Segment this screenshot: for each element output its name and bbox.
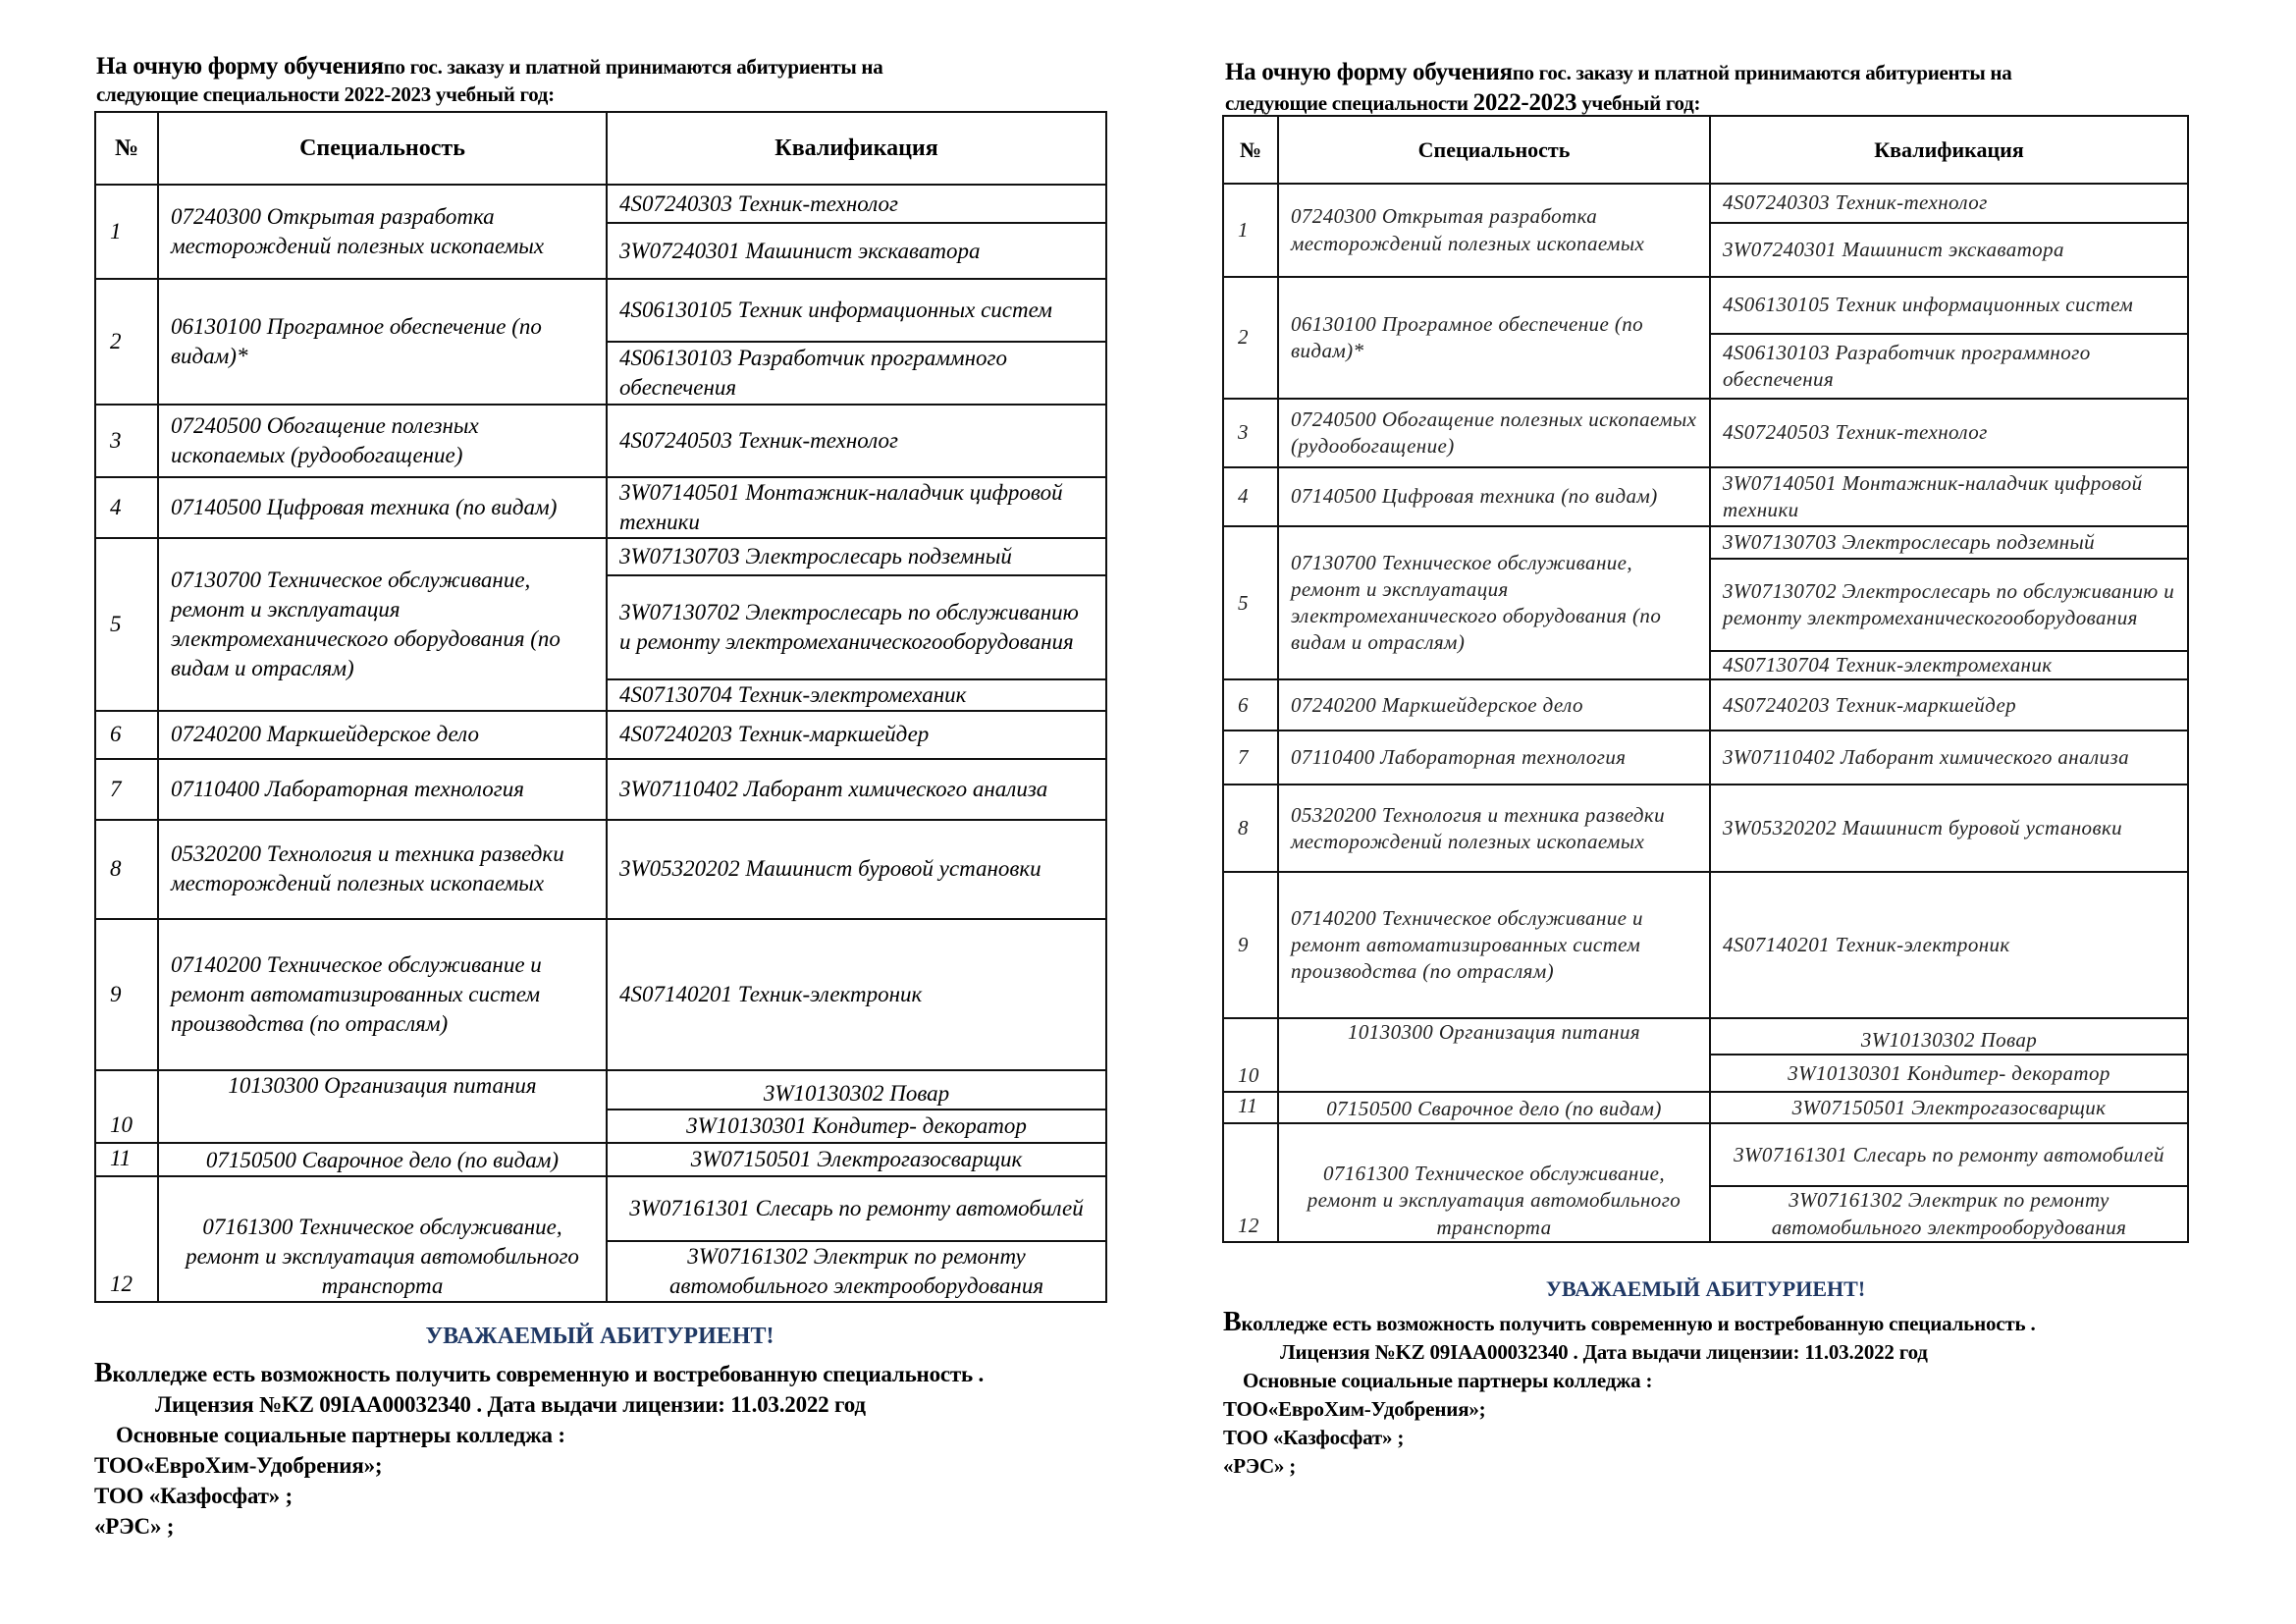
qualification-cell: 3W07130702 Электрослесарь по обслуживанию и ремонту электромеханическогооборудования (607, 575, 1106, 679)
specialty-cell: 07150500 Сварочное дело (по видам) (158, 1143, 607, 1176)
intro-year: 2022-2023 (1472, 89, 1577, 117)
specialty-cell: 07150500 Сварочное дело (по видам) (1278, 1092, 1710, 1123)
row-number: 5 (1223, 526, 1278, 679)
footer-opportunity-text: колледже есть возможность получить современную и востребованную специальность . (1241, 1312, 2036, 1335)
table-row (1223, 277, 2188, 334)
table-row (1223, 467, 2188, 526)
row-number: 1 (95, 185, 158, 279)
qualification-cell: 4S07140201 Техник-электроник (1710, 872, 2188, 1018)
row-number: 3 (1223, 399, 1278, 467)
footer-partner: «РЭС» ; (1223, 1454, 1297, 1478)
intro-heading (96, 51, 882, 108)
specialty-cell: 10130300 Организация питания (1278, 1018, 1710, 1092)
specialty-cell: 05320200 Технология и техника разведки месторождений полезных ископаемых (158, 820, 607, 919)
specialty-cell: 07161300 Техническое обслуживание, ремонт и эксплуатация автомобильного транспорта (158, 1176, 607, 1302)
qualification-cell: 4S06130105 Техник информационных систем (1710, 277, 2188, 334)
qualification-cell: 3W05320202 Машинист буровой установки (607, 820, 1106, 919)
footer-partner: ТОО«ЕвроХим-Удобрения»; (94, 1453, 383, 1478)
row-number: 12 (1223, 1123, 1278, 1242)
specialty-cell: 07140200 Техническое обслуживание и ремонт автоматизированных систем производства (по отраслям) (158, 919, 607, 1070)
specialties-table (94, 111, 1107, 1303)
column-header-specialty: Специальность (158, 112, 607, 185)
specialty-cell: 07161300 Техническое обслуживание, ремонт и эксплуатация автомобильного транспорта (1278, 1123, 1710, 1242)
table-row (95, 1176, 1106, 1241)
table-row (1223, 785, 2188, 872)
qualification-cell: 4S07240503 Техник-технолог (1710, 399, 2188, 467)
footer (94, 1324, 1105, 1542)
footer-partners-label: Основные социальные партнеры колледжа : (1243, 1369, 1653, 1392)
qualification-cell: 4S07240303 Техник-технолог (607, 185, 1106, 223)
table-row (1223, 1123, 2188, 1186)
footer-partner: ТОО «Казфосфат» ; (94, 1484, 293, 1508)
specialty-cell: 07110400 Лабораторная технология (158, 759, 607, 820)
footer (1223, 1276, 2188, 1481)
table-row (1223, 679, 2188, 731)
row-number: 8 (1223, 785, 1278, 872)
footer-license: Лицензия №KZ 09IAA00032340 . Дата выдачи лицензии: 11.03.2022 год (1280, 1340, 1928, 1364)
qualification-cell: 4S06130105 Техник информационных систем (607, 279, 1106, 342)
row-number: 4 (95, 477, 158, 538)
intro-line2-end: учебный год: (430, 82, 555, 107)
row-number: 5 (95, 538, 158, 711)
qualification-cell: 3W10130301 Кондитер- декоратор (607, 1110, 1106, 1143)
qualification-cell: 3W07161301 Слесарь по ремонту автомобилей (1710, 1123, 2188, 1186)
row-number: 10 (1223, 1018, 1278, 1092)
footer-partner: ТОО«ЕвроХим-Удобрения»; (1223, 1397, 1486, 1421)
row-number: 8 (95, 820, 158, 919)
specialty-cell: 05320200 Технология и техника разведки месторождений полезных ископаемых (1278, 785, 1710, 872)
table-row (95, 820, 1106, 919)
table-header-row (95, 112, 1106, 185)
footer-license: Лицензия №KZ 09IAA00032340 . Дата выдачи лицензии: 11.03.2022 год (155, 1392, 866, 1417)
table-header-row (1223, 116, 2188, 184)
qualification-cell: 4S07240503 Техник-технолог (607, 405, 1106, 477)
qualification-cell: 4S07130704 Техник-электромеханик (607, 679, 1106, 711)
specialty-cell: 07140500 Цифровая техника (по видам) (1278, 467, 1710, 526)
intro-line1-small: по гос. заказу и платной принимаются абитуриенты на (383, 55, 883, 79)
footer-line-opportunity (94, 1358, 1105, 1389)
specialty-cell: 07240300 Открытая разработка месторождений полезных ископаемых (1278, 184, 1710, 277)
table-row (1223, 872, 2188, 1018)
column-header-number: № (1223, 116, 1278, 184)
specialty-cell: 07240500 Обогащение полезных ископаемых (рудообогащение) (1278, 399, 1710, 467)
footer-partner: «РЭС» ; (94, 1514, 175, 1539)
row-number: 7 (95, 759, 158, 820)
qualification-cell: 3W07110402 Лаборант химического анализа (1710, 731, 2188, 785)
qualification-cell: 3W10130302 Повар (607, 1070, 1106, 1110)
intro-year: 2022-2023 (344, 82, 431, 107)
column-header-qualification: Квалификация (607, 112, 1106, 185)
specialty-cell: 07240300 Открытая разработка месторождений полезных ископаемых (158, 185, 607, 279)
row-number: 2 (1223, 277, 1278, 399)
row-number: 12 (95, 1176, 158, 1302)
qualification-cell: 4S07240203 Техник-маркшейдер (1710, 679, 2188, 731)
row-number: 11 (1223, 1092, 1278, 1123)
qualification-cell: 4S07240303 Техник-технолог (1710, 184, 2188, 223)
qualification-cell: 4S07240203 Техник-маркшейдер (607, 711, 1106, 759)
table-row (95, 711, 1106, 759)
qualification-cell: 3W07110402 Лаборант химического анализа (607, 759, 1106, 820)
intro-line2-end: учебный год: (1576, 91, 1701, 116)
qualification-cell: 3W07161301 Слесарь по ремонту автомобилей (607, 1176, 1106, 1241)
qualification-cell: 3W07140501 Монтажник-наладчик цифровой техники (607, 477, 1106, 538)
specialties-table (1222, 115, 2189, 1243)
row-number: 11 (95, 1143, 158, 1176)
specialty-cell: 06130100 Програмное обеспечение (по видам)* (158, 279, 607, 405)
table-row (95, 405, 1106, 477)
table-row (95, 759, 1106, 820)
footer-capital-letter: В (94, 1358, 113, 1388)
greeting-title: УВАЖАЕМЫЙ АБИТУРИЕНТ! (425, 1324, 774, 1349)
specialty-cell: 07110400 Лабораторная технология (1278, 731, 1710, 785)
qualification-cell: 4S07140201 Техник-электроник (607, 919, 1106, 1070)
qualification-cell: 3W07130703 Электрослесарь подземный (607, 538, 1106, 575)
specialty-cell: 07130700 Техническое обслуживание, ремонт и эксплуатация электромеханического оборудования (по видам и отраслям) (158, 538, 607, 711)
intro-heading (1225, 57, 2011, 119)
specialty-cell: 07240200 Маркшейдерское дело (158, 711, 607, 759)
row-number: 9 (95, 919, 158, 1070)
intro-line1-small: по гос. заказу и платной принимаются абитуриенты на (1512, 61, 2012, 84)
specialty-cell: 07240500 Обогащение полезных ископаемых (рудообогащение) (158, 405, 607, 477)
specialty-cell: 06130100 Програмное обеспечение (по видам)* (1278, 277, 1710, 399)
column-header-qualification: Квалификация (1710, 116, 2188, 184)
column-header-specialty: Специальность (1278, 116, 1710, 184)
greeting-title: УВАЖАЕМЫЙ АБИТУРИЕНТ! (1545, 1276, 1866, 1301)
qualification-cell: 3W07130702 Электрослесарь по обслуживанию и ремонту электромеханическогооборудования (1710, 559, 2188, 651)
table-row (1223, 184, 2188, 223)
table-row (95, 1070, 1106, 1110)
qualification-cell: 3W10130301 Кондитер- декоратор (1710, 1055, 2188, 1092)
table-row (95, 477, 1106, 538)
qualification-cell: 3W07150501 Электрогазосварщик (607, 1143, 1106, 1176)
intro-line2-small: следующие специальности (1225, 91, 1473, 116)
qualification-cell: 3W07140501 Монтажник-наладчик цифровой техники (1710, 467, 2188, 526)
table-row (1223, 1092, 2188, 1123)
footer-partners-label: Основные социальные партнеры колледжа : (116, 1423, 565, 1447)
table-row (95, 185, 1106, 223)
table-row (1223, 731, 2188, 785)
row-number: 6 (1223, 679, 1278, 731)
qualification-cell: 3W05320202 Машинист буровой установки (1710, 785, 2188, 872)
table-row (95, 538, 1106, 575)
row-number: 9 (1223, 872, 1278, 1018)
specialty-cell: 07140200 Техническое обслуживание и ремонт автоматизированных систем производства (по отраслям) (1278, 872, 1710, 1018)
row-number: 6 (95, 711, 158, 759)
table-row (1223, 526, 2188, 559)
footer-opportunity-text: колледже есть возможность получить современную и востребованную специальность . (112, 1362, 985, 1386)
intro-line1-big: На очную форму обучения (1225, 59, 1513, 85)
row-number: 10 (95, 1070, 158, 1143)
qualification-cell: 3W07161302 Электрик по ремонту автомобильного электрооборудования (1710, 1186, 2188, 1242)
specialty-cell: 07140500 Цифровая техника (по видам) (158, 477, 607, 538)
specialty-cell: 07240200 Маркшейдерское дело (1278, 679, 1710, 731)
qualification-cell: 3W10130302 Повар (1710, 1018, 2188, 1055)
column-header-number: № (95, 112, 158, 185)
row-number: 4 (1223, 467, 1278, 526)
qualification-cell: 3W07130703 Электрослесарь подземный (1710, 526, 2188, 559)
table-row (1223, 399, 2188, 467)
intro-line1-big: На очную форму обучения (96, 53, 384, 80)
row-number: 3 (95, 405, 158, 477)
qualification-cell: 3W07240301 Машинист экскаватора (1710, 223, 2188, 277)
row-number: 2 (95, 279, 158, 405)
row-number: 7 (1223, 731, 1278, 785)
table-row (95, 1143, 1106, 1176)
qualification-cell: 3W07150501 Электрогазосварщик (1710, 1092, 2188, 1123)
specialty-cell: 07130700 Техническое обслуживание, ремонт и эксплуатация электромеханического оборудования (по видам и отраслям) (1278, 526, 1710, 679)
footer-capital-letter: В (1223, 1307, 1242, 1337)
intro-line2-small: следующие специальности (96, 82, 345, 107)
footer-line-opportunity (1223, 1308, 2188, 1338)
footer-partner: ТОО «Казфосфат» ; (1223, 1426, 1405, 1449)
qualification-cell: 3W07161302 Электрик по ремонту автомобильного электрооборудования (607, 1241, 1106, 1302)
qualification-cell: 4S07130704 Техник-электромеханик (1710, 651, 2188, 679)
specialty-cell: 10130300 Организация питания (158, 1070, 607, 1143)
qualification-cell: 4S06130103 Разработчик программного обеспечения (607, 342, 1106, 405)
table-row (95, 919, 1106, 1070)
table-row (1223, 1018, 2188, 1055)
qualification-cell: 4S06130103 Разработчик программного обеспечения (1710, 334, 2188, 399)
qualification-cell: 3W07240301 Машинист экскаватора (607, 223, 1106, 279)
row-number: 1 (1223, 184, 1278, 277)
table-row (95, 279, 1106, 342)
